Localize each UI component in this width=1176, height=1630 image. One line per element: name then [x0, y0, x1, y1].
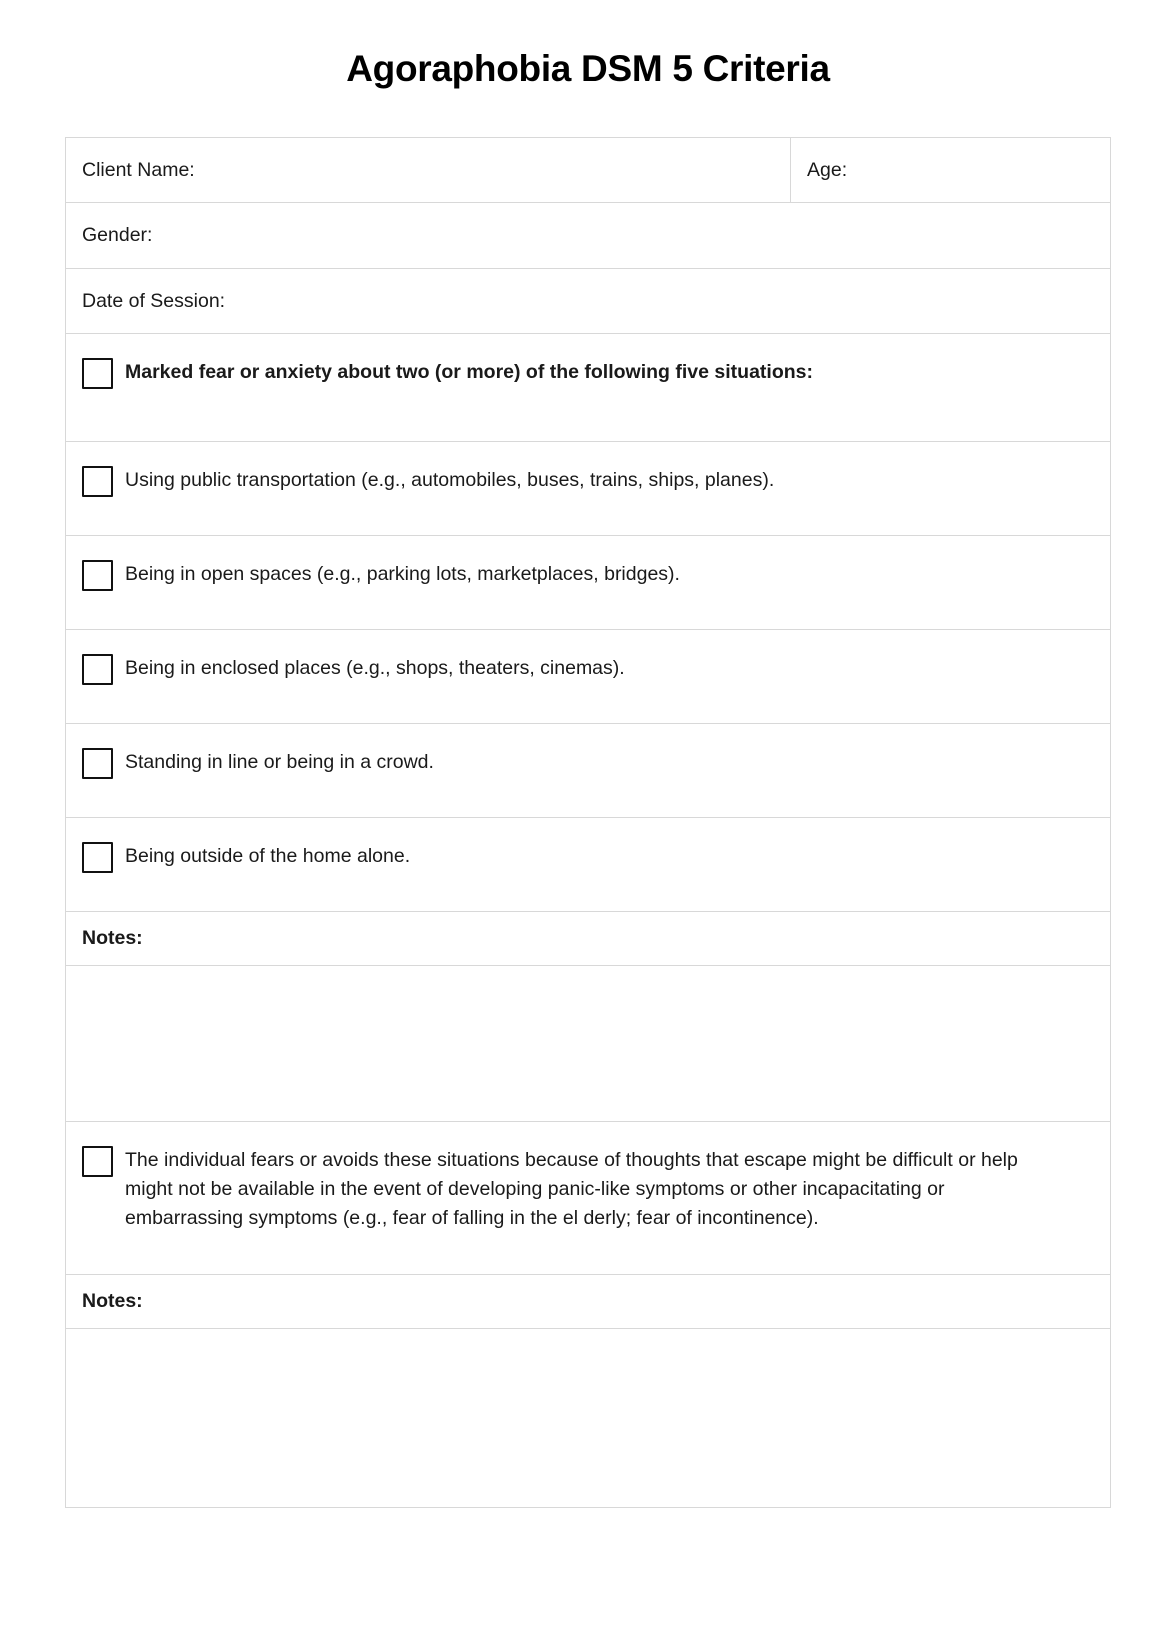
table-row: [66, 724, 1110, 818]
situation-row-4[interactable]: [66, 724, 1110, 817]
date-of-session-field[interactable]: [66, 269, 1110, 333]
table-row: [66, 269, 1110, 334]
table-row: [66, 630, 1110, 724]
date-of-session-label: Date of Session:: [82, 289, 226, 312]
situation-row-1[interactable]: [66, 442, 1110, 535]
checkbox-main-criterion[interactable]: [82, 358, 113, 389]
criteria-form-table: [65, 137, 1111, 1508]
criterion-main-row[interactable]: [66, 334, 1110, 441]
checkbox-situation-3[interactable]: [82, 654, 113, 685]
notes-input-1[interactable]: [66, 966, 1110, 1121]
checkbox-situation-2[interactable]: [82, 560, 113, 591]
criterion-main-label: Marked fear or anxiety about two (or more) of the following five situations:: [125, 360, 813, 383]
situation-label-3: Being in enclosed places (e.g., shops, theaters, cinemas).: [125, 656, 625, 679]
notes-input-2[interactable]: [66, 1329, 1110, 1507]
situation-label-4: Standing in line or being in a crowd.: [125, 750, 434, 773]
client-name-label: Client Name:: [82, 159, 195, 181]
criterion-second-label: The individual fears or avoids these situations because of thoughts that escape might be difficult or help might not be available in the event of developing panic-like symptoms or other incapacitating or embarrassing symptoms (e.g., fear of falling in the el derly; fear of incontinence).: [125, 1148, 1018, 1230]
checkbox-second-criterion[interactable]: [82, 1146, 113, 1177]
situation-label-5: Being outside of the home alone.: [125, 844, 411, 867]
situation-row-2[interactable]: [66, 536, 1110, 629]
table-row: [66, 1275, 1110, 1329]
checkbox-situation-1[interactable]: [82, 466, 113, 497]
table-row: [66, 442, 1110, 536]
age-field[interactable]: [791, 138, 1110, 202]
table-row: [66, 818, 1110, 912]
gender-field[interactable]: [66, 203, 1110, 267]
situation-row-5[interactable]: [66, 818, 1110, 911]
situation-label-1: Using public transportation (e.g., automobiles, buses, trains, ships, planes).: [125, 468, 775, 491]
notes-label-2: Notes:: [82, 1289, 143, 1312]
age-label: Age:: [807, 159, 848, 181]
checkbox-situation-5[interactable]: [82, 842, 113, 873]
situation-label-2: Being in open spaces (e.g., parking lots, marketplaces, bridges).: [125, 562, 680, 585]
table-row: [66, 536, 1110, 630]
table-row: [66, 912, 1110, 966]
situation-row-3[interactable]: [66, 630, 1110, 723]
table-row: [66, 1329, 1110, 1508]
table-row: [66, 966, 1110, 1122]
table-row: [66, 334, 1110, 442]
criterion-second-row[interactable]: [66, 1122, 1110, 1274]
notes-label-1: Notes:: [82, 926, 143, 949]
table-row: [66, 203, 1110, 268]
table-row: [66, 1122, 1110, 1275]
table-row: [66, 138, 1110, 203]
client-name-field[interactable]: [66, 138, 791, 202]
gender-label: Gender:: [82, 224, 153, 247]
checkbox-situation-4[interactable]: [82, 748, 113, 779]
page-title: Agoraphobia DSM 5 Criteria: [346, 48, 830, 89]
